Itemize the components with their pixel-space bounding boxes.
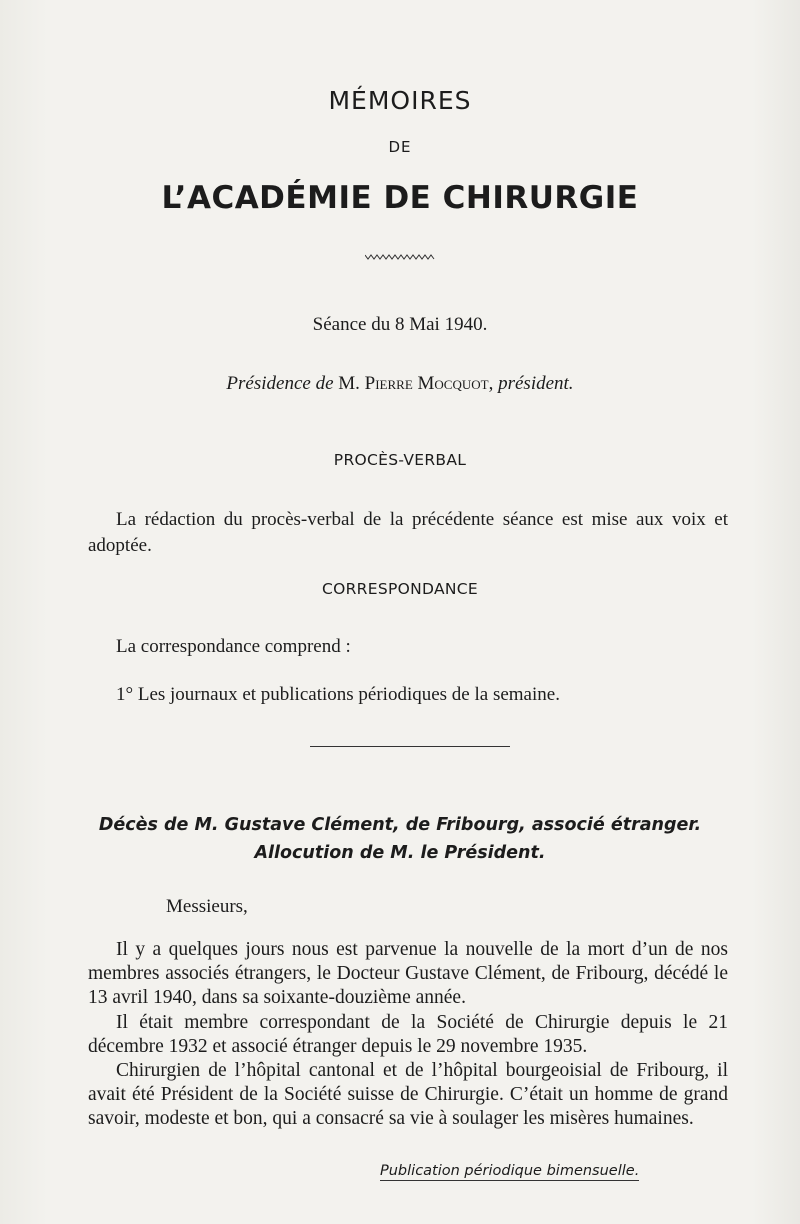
correspondance-item: 1° Les journaux et publications périodiques de la semaine. xyxy=(116,684,560,705)
president-role: président. xyxy=(498,373,574,394)
allocution-paragraph: Il y a quelques jours nous est parvenue la nouvelle de la mort d’un de nos membres associés étrangers, le Docteur Gustave Clément, de Fribourg, décédé le 13 avril 1940, dans sa soixante-douzième année. xyxy=(88,939,728,1009)
salutation: Messieurs, xyxy=(166,896,248,917)
section-divider xyxy=(310,746,510,747)
allocution-paragraph: Il était membre correspondant de la Société de Chirurgie depuis le 21 décembre 1932 et associé étranger depuis le 29 novembre 1935. xyxy=(88,1011,728,1057)
title-memoires: MÉMOIRES xyxy=(328,86,472,115)
title-academie: L’ACADÉMIE DE CHIRURGIE xyxy=(161,180,639,216)
allocution-body xyxy=(88,938,728,1132)
title-de: DE xyxy=(388,138,412,156)
president-name: M. Pierre Mocquot, xyxy=(338,373,494,394)
proces-verbal-heading: PROCÈS-VERBAL xyxy=(333,451,467,469)
correspondance-heading: CORRESPONDANCE xyxy=(321,580,478,598)
deces-heading xyxy=(0,811,800,867)
correspondance-intro: La correspondance comprend : xyxy=(116,636,351,657)
allocution-paragraph: Chirurgien de l’hôpital cantonal et de l’hôpital bourgeoisial de Fribourg, il avait été Président de la Société suisse de Chirurgie. C’était un homme de grand savoir, modeste et bon, qui a consacré sa vie à soulager les misères humaines. xyxy=(88,1060,728,1130)
seance-date: Séance du 8 Mai 1940. xyxy=(312,314,488,335)
publication-footer: Publication périodique bimensuelle. xyxy=(380,1163,640,1179)
decorative-squiggle xyxy=(0,246,800,265)
deces-allocution: Allocution de M. le Président. xyxy=(254,843,546,863)
deces-title: Décès de M. Gustave Clément, de Fribourg, associé étranger. xyxy=(98,815,702,835)
presidence-line xyxy=(0,373,800,395)
presidence-prefix: Présidence de xyxy=(226,373,334,394)
proces-verbal-text: La rédaction du procès-verbal de la précédente séance est mise aux voix et adoptée. xyxy=(88,509,728,556)
